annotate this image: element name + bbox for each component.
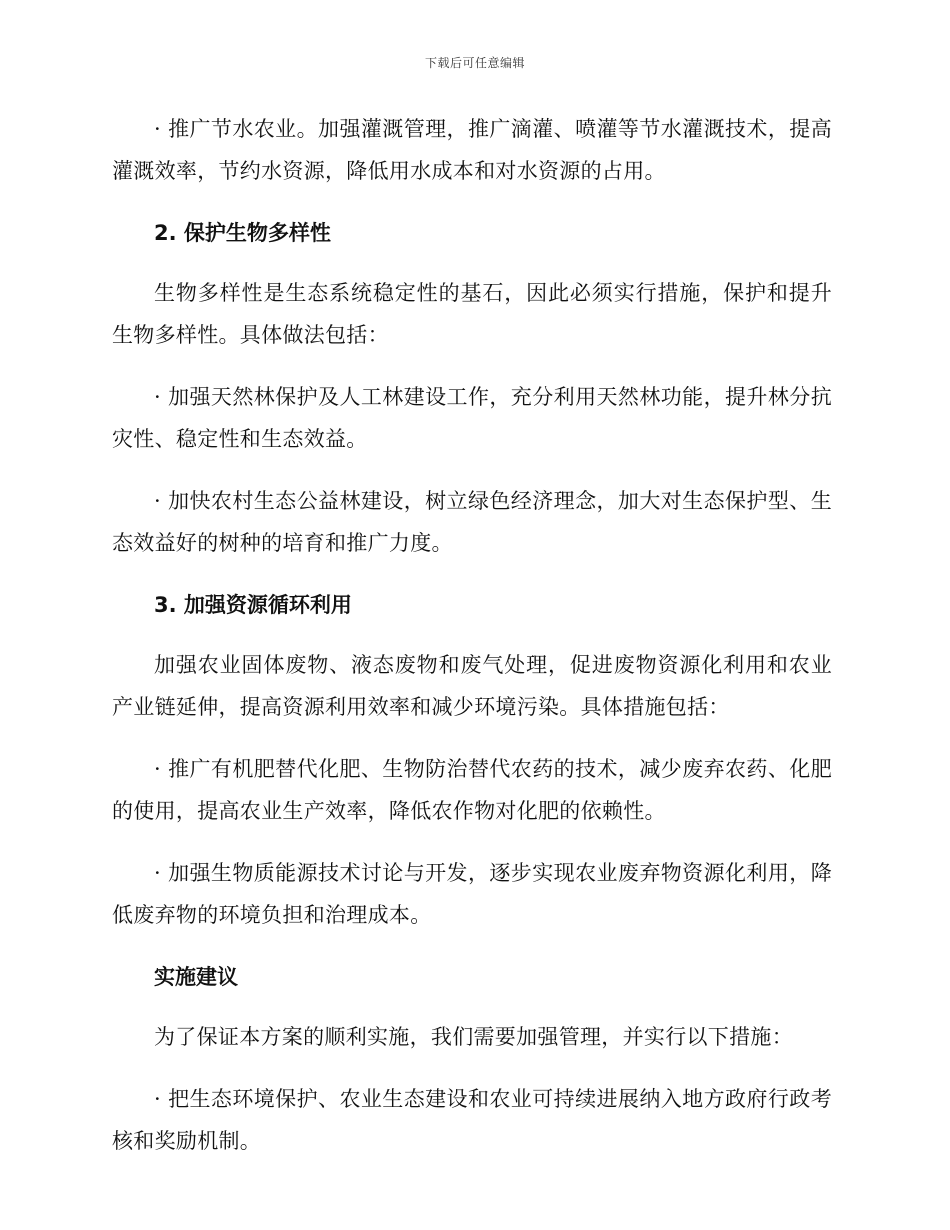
paragraph-water-saving: · 推广节水农业。加强灌溉管理，推广滴灌、喷灌等节水灌溉技术，提高灌溉效率，节约水资源，降低用水成本和对水资源的占用。 bbox=[112, 117, 832, 183]
paragraph-assessment-mechanism: · 把生态环境保护、农业生态建设和农业可持续进展纳入地方政府行政考核和奖励机制。 bbox=[112, 1087, 832, 1153]
paragraph-implementation-intro: 为了保证本方案的顺利实施，我们需要加强管理，并实行以下措施： bbox=[154, 1025, 793, 1049]
paragraph-biomass-energy: · 加强生物质能源技术讨论与开发，逐步实现农业废弃物资源化利用，降低废弃物的环境负担和治理成本。 bbox=[112, 861, 832, 927]
section-heading-recycling: 3. 加强资源循环利用 bbox=[154, 593, 352, 617]
paragraph-forest-protection: · 加强天然林保护及人工林建设工作，充分利用天然林功能，提升林分抗灾性、稳定性和生态效益。 bbox=[112, 385, 832, 451]
paragraph-biodiversity-intro: 生物多样性是生态系统稳定性的基石，因此必须实行措施，保护和提升生物多样性。具体做法包括： bbox=[112, 281, 832, 347]
paragraph-organic-fertilizer: · 推广有机肥替代化肥、生物防治替代农药的技术，减少废弃农药、化肥的使用，提高农业生产效率，降低农作物对化肥的依赖性。 bbox=[112, 757, 832, 823]
paragraph-recycling-intro: 加强农业固体废物、液态废物和废气处理，促进废物资源化利用和农业产业链延伸，提高资源利用效率和减少环境污染。具体措施包括： bbox=[112, 653, 832, 719]
document-body bbox=[112, 108, 832, 1182]
section-heading-implementation: 实施建议 bbox=[154, 965, 238, 989]
section-heading-biodiversity: 2. 保护生物多样性 bbox=[154, 221, 331, 245]
page-header: 下载后可任意编辑 bbox=[424, 56, 525, 70]
paragraph-ecological-forest: · 加快农村生态公益林建设，树立绿色经济理念，加大对生态保护型、生态效益好的树种的培育和推广力度。 bbox=[112, 489, 832, 555]
